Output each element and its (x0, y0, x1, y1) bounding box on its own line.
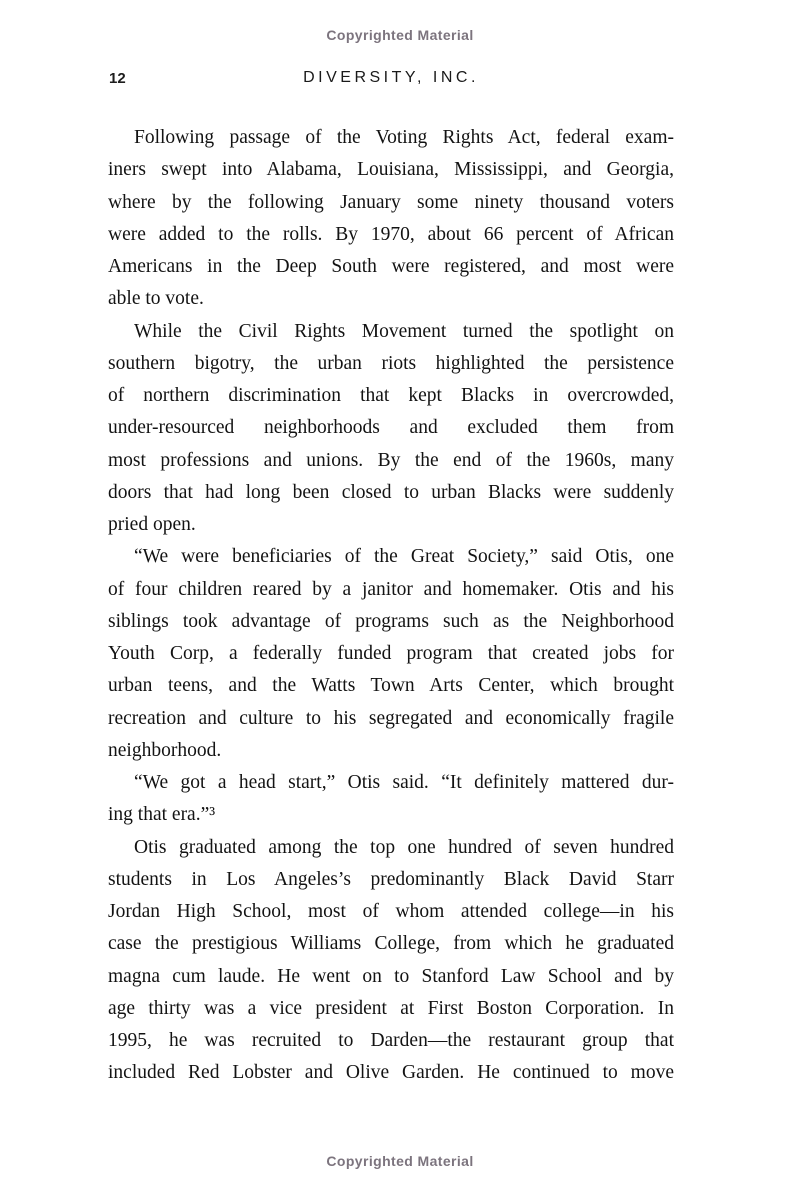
text-line: southern bigotry, the urban riots highlighted the persistence (108, 352, 674, 374)
text-line: of four children reared by a janitor and homemaker. Otis and his (108, 578, 674, 600)
paragraph (108, 767, 674, 832)
text-line: ing that era.”³ (108, 804, 216, 826)
text-line: were added to the rolls. By 1970, about 66 percent of African (108, 223, 674, 245)
text-line: recreation and culture to his segregated and economically fragile (108, 707, 674, 729)
copyright-notice-bottom: Copyrighted Material (326, 1153, 474, 1169)
text-line: Jordan High School, most of whom attended college—in his (108, 901, 674, 922)
text-line: Following passage of the Voting Rights Act, federal exam- (134, 127, 674, 148)
text-line: 1995, he was recruited to Darden—the restaurant group that (108, 1030, 674, 1051)
page-number: 12 (109, 70, 126, 87)
text-line: Otis graduated among the top one hundred of seven hundred (134, 836, 674, 858)
text-line: Americans in the Deep South were registered, and most were (108, 256, 674, 277)
paragraph (108, 832, 674, 1090)
page-header (108, 69, 674, 89)
paragraph (108, 122, 674, 316)
text-line: neighborhood. (108, 739, 222, 761)
text-line: included Red Lobster and Olive Garden. He continued to move (108, 1062, 674, 1084)
text-line: “We were beneficiaries of the Great Society,” said Otis, one (134, 546, 674, 568)
text-line: doors that had long been closed to urban Blacks were suddenly (108, 481, 674, 503)
text-line: able to vote. (108, 288, 204, 310)
text-line: magna cum laude. He went on to Stanford Law School and by (108, 965, 674, 987)
text-line: Youth Corp, a federally funded program that created jobs for (108, 643, 674, 664)
text-line: case the prestigious Williams College, from which he graduated (108, 933, 674, 955)
text-line: most professions and unions. By the end of the 1960s, many (108, 449, 674, 471)
text-line: urban teens, and the Watts Town Arts Center, which brought (108, 675, 674, 697)
text-line: age thirty was a vice president at First Boston Corporation. In (108, 997, 674, 1019)
text-line: “We got a head start,” Otis said. “It definitely mattered dur- (134, 772, 674, 793)
text-line: under-resourced neighborhoods and excluded them from (108, 417, 674, 439)
body-text (108, 122, 674, 1090)
text-line: siblings took advantage of programs such as the Neighborhood (108, 610, 674, 632)
copyright-notice-top: Copyrighted Material (326, 27, 474, 43)
paragraph (108, 316, 674, 542)
text-line: pried open. (108, 514, 196, 535)
text-line: where by the following January some ninety thousand voters (108, 191, 674, 213)
text-line: While the Civil Rights Movement turned the spotlight on (134, 320, 674, 342)
text-line: of northern discrimination that kept Blacks in overcrowded, (108, 385, 674, 406)
text-line: iners swept into Alabama, Louisiana, Mississippi, and Georgia, (108, 159, 674, 181)
paragraph (108, 541, 674, 767)
running-header: DIVERSITY, INC. (303, 69, 479, 86)
text-line: students in Los Angeles’s predominantly Black David Starr (108, 868, 674, 890)
